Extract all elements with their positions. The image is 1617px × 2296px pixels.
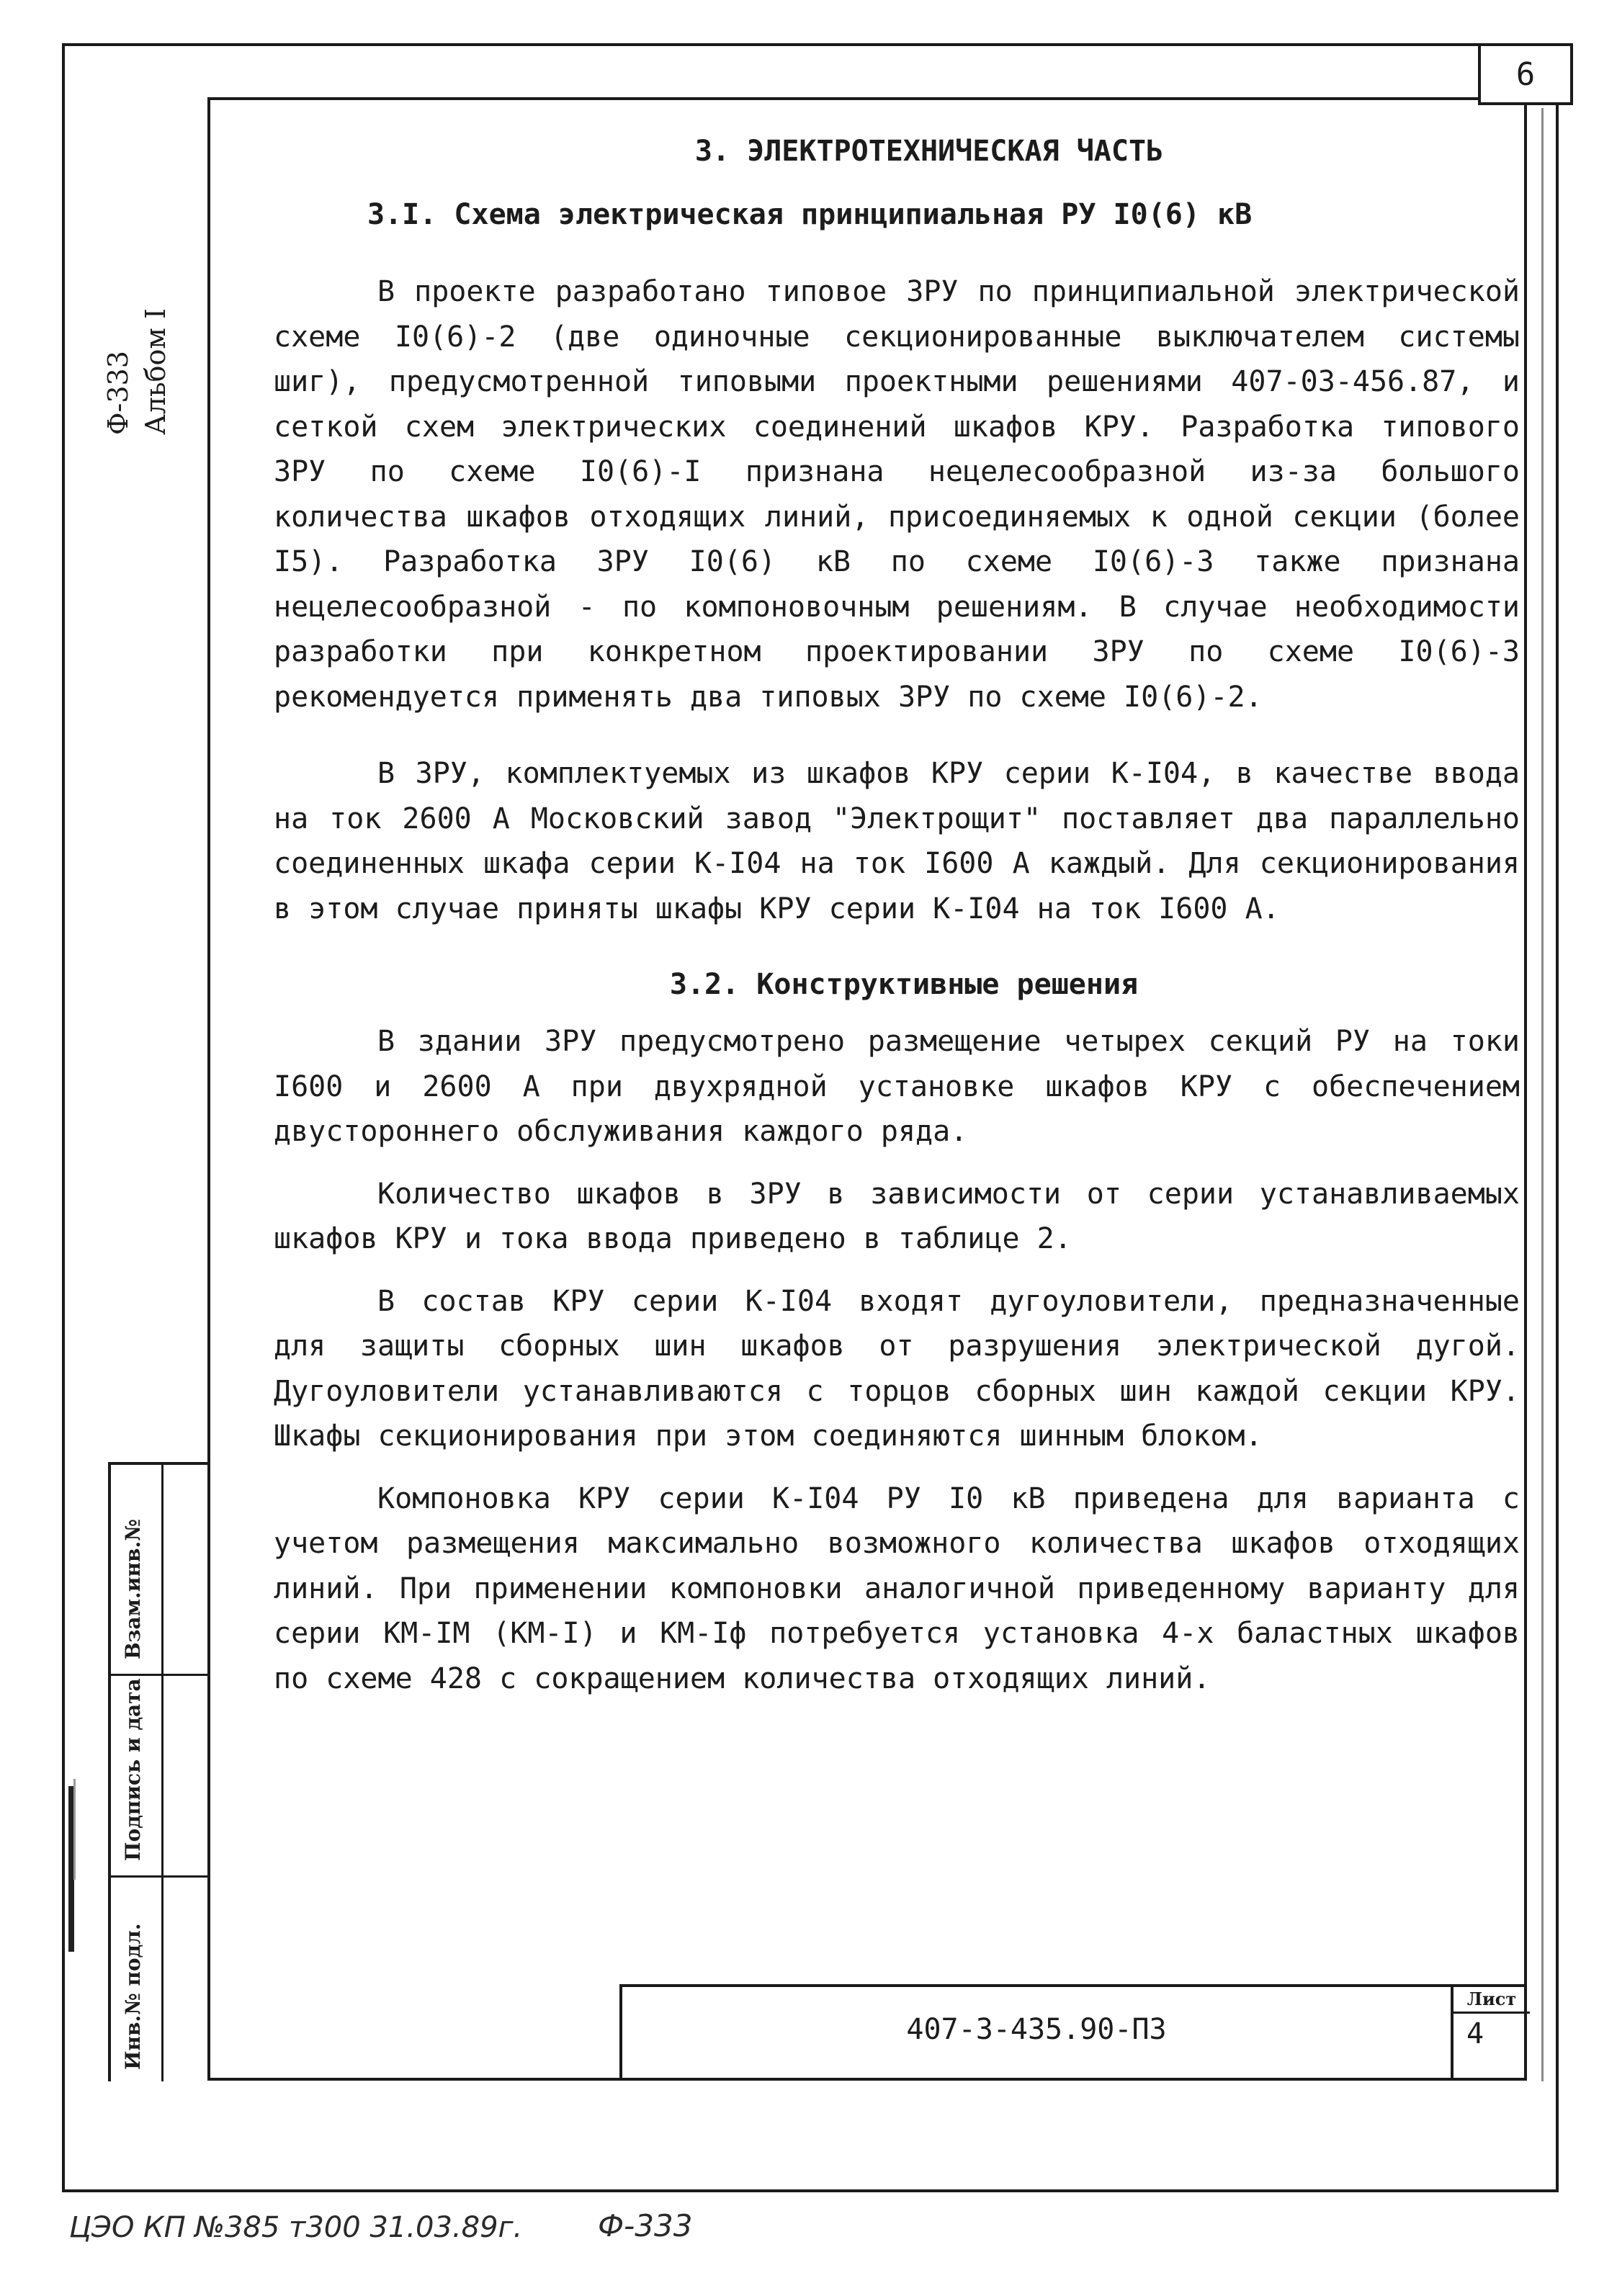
- side-album: Альбом I: [140, 308, 171, 435]
- sheet-number: 4: [1466, 2017, 1484, 2050]
- paragraph: В здании ЗРУ предусмотрено размещение четырех секций РУ на токи I600 и 2600 А при двухрядной установке шкафов КРУ с обеспечением двустороннего обслуживания каждого ряда.: [274, 1025, 1520, 1148]
- sheet-cell: [1451, 1987, 1530, 2081]
- sheet-label: Лист: [1453, 1987, 1530, 2014]
- stamp-divider: [161, 1465, 164, 2081]
- footer-note: ЦЭО КП №385 т300 31.03.89г.: [69, 2211, 523, 2244]
- title-block: [619, 1984, 1527, 2081]
- section-title: 3. ЭЛЕКТРОТЕХНИЧЕСКАЯ ЧАСТЬ: [694, 135, 1164, 168]
- page-number: 6: [1515, 55, 1536, 93]
- document-code: 407-3-435.90-ПЗ: [906, 2013, 1167, 2046]
- stamp-label-signature-date: Подпись и дата: [121, 1678, 145, 1861]
- paragraph: В проекте разработано типовое ЗРУ по принципиальной электрической схеме I0(6)-2 (две одиночные секционированные выключателем системы шиг), предусмотренной типовыми проектными решениями 407-03-456.87, и сеткой схем электрических соединений шкафов КРУ. Разработка типового ЗРУ по схеме I0(6)-I признана нецелесообразной из-за большого количества шкафов отходящих линий, присоединяемых к одной секции (более I5). Разработка ЗРУ I0(6) кВ по схеме I0(6)-3 также признана нецелесообразной - по компоновочным решениям. В случае необходимости разработки при конкретном проектировании ЗРУ по схеме I0(6)-3 рекомендуется применять два типовых ЗРУ по схеме I0(6)-2.: [274, 275, 1520, 714]
- footer-code: Ф-333: [598, 2208, 693, 2243]
- subsection-title: 3.2. Конструктивные решения: [669, 968, 1139, 1001]
- paragraph: В ЗРУ, комплектуемых из шкафов КРУ серии К-I04, в качестве ввода на ток 2600 А Московский завод "Электрощит" поставляет два параллельно соединенных шкафа серии К-I04 на ток I600 А каждый. Для секционирования в этом случае приняты шкафы КРУ серии К-I04 на ток I600 А.: [274, 757, 1520, 925]
- stamp-divider: [111, 1875, 210, 1878]
- paragraph: В состав КРУ серии К-I04 входят дугоуловители, предназначенные для защиты сборных шин шкафов от разрушения электрической дугой. Дугоуловители устанавливаются с торцов сборных шин каждой секции КРУ. Шкафы секционирования при этом соединяются шинным блоком.: [274, 1284, 1520, 1453]
- margin-bar: [73, 1779, 76, 1880]
- side-album-label: [99, 262, 174, 435]
- approval-stamp: [108, 1462, 207, 2081]
- subsection-title: 3.I. Схема электрическая принципиальная РУ I0(6) кВ: [367, 198, 1253, 231]
- stamp-divider: [111, 1674, 210, 1676]
- stamp-label-inv-original: Инв.№ подл.: [121, 1923, 145, 2070]
- page-number-box: [1478, 43, 1573, 105]
- stamp-label-replace-inv: Взам.инв.№: [121, 1519, 145, 1659]
- paragraph: Компоновка КРУ серии К-I04 РУ I0 кВ приведена для варианта с учетом размещения максимально возможного количества шкафов отходящих линий. При применении компоновки аналогичной приведенному варианту для серии КМ-IМ (КМ-I) и КМ-Iф потребуется установка 4-х баластных шкафов по схеме 428 с сокращением количества отходящих линий.: [274, 1481, 1520, 1695]
- side-code: Ф-333: [102, 351, 134, 435]
- paragraph: Количество шкафов в ЗРУ в зависимости от серии устанавливаемых шкафов КРУ и тока ввода приведено в таблице 2.: [274, 1177, 1520, 1255]
- document-body: [274, 130, 1520, 1718]
- frame-edge-line: [1541, 108, 1544, 2081]
